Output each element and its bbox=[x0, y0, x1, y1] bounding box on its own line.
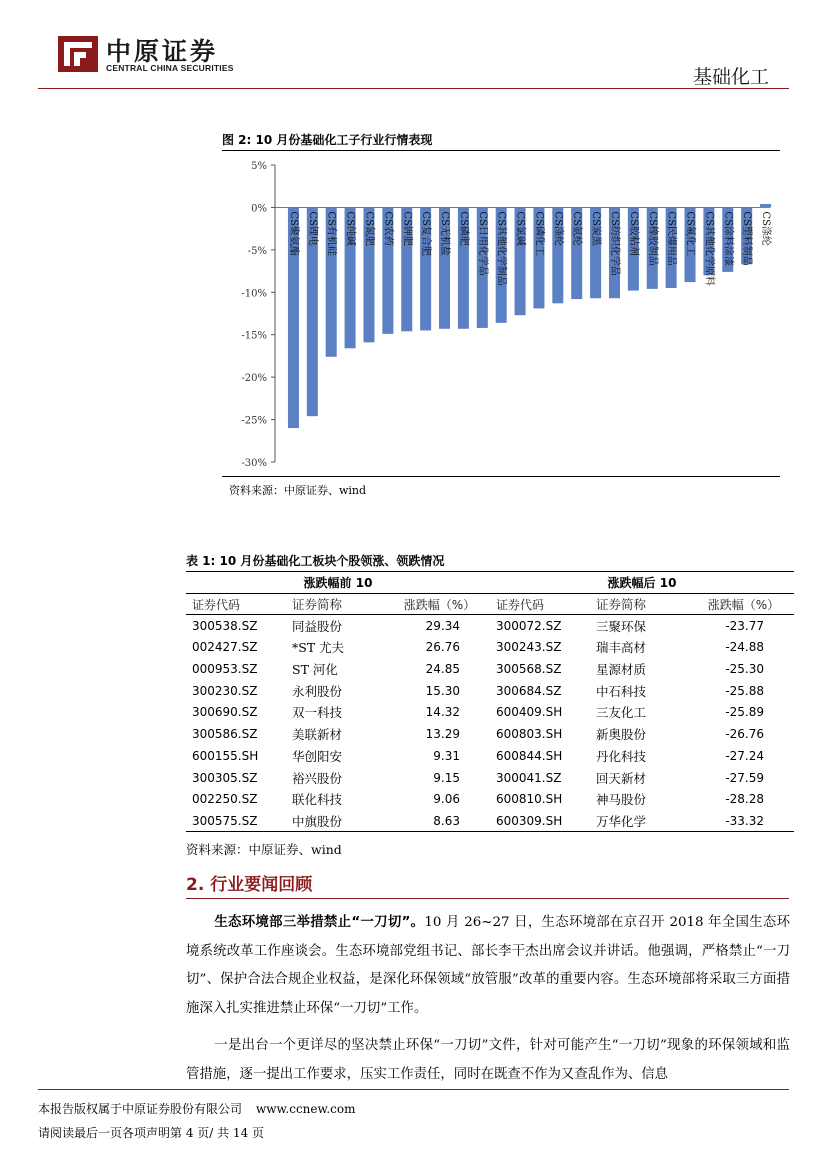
y-tick-label: 5% bbox=[251, 161, 267, 172]
table-cell: 中旗股份 bbox=[286, 810, 389, 832]
category-label: CS氨纶 bbox=[571, 211, 583, 246]
table-cell: 300072.SZ bbox=[496, 618, 562, 633]
category-label: CS涤纶 bbox=[760, 211, 772, 246]
table-cell: 9.15 bbox=[433, 770, 460, 785]
col-header: 证券代码 bbox=[490, 593, 590, 615]
table-cell: -25.88 bbox=[725, 683, 764, 698]
paragraph-1-body: 10 月 26~27 日，生态环境部在京召开 2018 年全国生态环境系统改革工作座谈会。生态环境部党组书记、部长李干杰出席会议并讲话。他强调，严格禁止“一刀切”、保护合法合规企业权益，是深化环保领域“放管服”改革的重要内容。生态环境部将采取三方面措施深入扎实推进禁止环保“一刀切”工作。 bbox=[186, 915, 790, 1016]
col-header: 证券简称 bbox=[286, 593, 389, 615]
table-cell: 丹化科技 bbox=[596, 748, 647, 764]
table-cell: 万华化学 bbox=[590, 810, 693, 832]
table-cell: 华创阳安 bbox=[292, 748, 343, 764]
company-logo bbox=[56, 32, 246, 78]
table-cell: -27.24 bbox=[725, 748, 764, 763]
paragraph-2 bbox=[186, 1032, 790, 1089]
category-label: CS其他化学制品 bbox=[495, 211, 507, 286]
y-tick-label: -30% bbox=[241, 458, 267, 469]
y-tick-label: -15% bbox=[241, 330, 267, 342]
category-label: CS有机硅 bbox=[325, 211, 337, 256]
table-cell: 15.30 bbox=[425, 683, 460, 698]
table-cell: 600803.SH bbox=[496, 727, 563, 742]
table-cell: 600844.SH bbox=[496, 748, 563, 763]
table-cell: *ST 尤夫 bbox=[292, 640, 345, 656]
table-row bbox=[186, 767, 794, 789]
subindustry-bar-chart bbox=[222, 151, 780, 475]
table-cell: 300568.SZ bbox=[496, 662, 562, 677]
chart-bar bbox=[760, 204, 771, 207]
category-label: CS炭黑 bbox=[590, 211, 602, 246]
footer-divider bbox=[38, 1089, 789, 1090]
col-header: 证券代码 bbox=[186, 593, 286, 615]
table-column-headers bbox=[186, 593, 794, 615]
y-tick-label: -25% bbox=[241, 415, 267, 427]
category-label: CS纺织化学品 bbox=[608, 211, 620, 276]
footer-copyright-line bbox=[38, 1100, 355, 1117]
table-cell: 300041.SZ bbox=[496, 770, 562, 785]
table-cell: -27.59 bbox=[725, 770, 764, 785]
table-cell: 9.31 bbox=[433, 748, 460, 763]
figure-bottom-rule bbox=[222, 476, 780, 477]
table-cell: 24.85 bbox=[425, 662, 460, 677]
table-cell: -24.88 bbox=[725, 640, 764, 655]
category-label: CS涤纶 bbox=[552, 211, 564, 246]
table-cell: 002427.SZ bbox=[192, 640, 258, 655]
table-cell: 三友化工 bbox=[596, 705, 647, 721]
table-cell: 三聚环保 bbox=[596, 618, 647, 634]
table-row bbox=[186, 745, 794, 767]
table-cell: 美联新材 bbox=[292, 727, 343, 743]
table-cell: 600309.SH bbox=[490, 810, 590, 832]
table-cell: 永利股份 bbox=[292, 683, 343, 699]
y-tick-label: -20% bbox=[241, 373, 267, 385]
table-cell: 300575.SZ bbox=[186, 810, 286, 832]
category-label: CS纯碱 bbox=[344, 211, 356, 246]
table-row bbox=[186, 723, 794, 745]
col-header: 涨跌幅（%） bbox=[693, 593, 794, 615]
header-divider bbox=[38, 88, 789, 89]
table-row bbox=[186, 702, 794, 724]
footer-page-info: 请阅读最后一页各项声明第 4 页/ 共 14 页 bbox=[38, 1126, 265, 1140]
category-label: CS磷肥 bbox=[457, 211, 469, 246]
col-header: 涨跌幅（%） bbox=[389, 593, 490, 615]
category-label: CS氯碱 bbox=[514, 211, 526, 246]
table-row bbox=[186, 615, 794, 637]
table-title: 表 1: 10 月份基础化工板块个股领涨、领跌情况 bbox=[186, 554, 445, 568]
table-cell: -33.32 bbox=[693, 810, 794, 832]
table-cell: 600409.SH bbox=[496, 705, 563, 720]
table-cell: 300684.SZ bbox=[496, 683, 562, 698]
table-cell: -25.30 bbox=[725, 662, 764, 677]
paragraph-1 bbox=[186, 909, 790, 1023]
footer-url[interactable]: www.ccnew.com bbox=[256, 1102, 356, 1116]
figure-title: 图 2: 10 月份基础化工子行业行情表现 bbox=[222, 133, 433, 147]
table-cell: 同益股份 bbox=[292, 618, 343, 634]
table-group-header bbox=[186, 572, 794, 594]
table-cell: 瑞丰高材 bbox=[596, 640, 647, 656]
table-cell: -26.76 bbox=[725, 727, 764, 742]
table-cell: 联化科技 bbox=[292, 792, 343, 808]
category-label: CS胶粘剂 bbox=[627, 211, 639, 256]
table-row bbox=[186, 680, 794, 702]
category-label: CS农药 bbox=[382, 211, 394, 246]
paragraph-1-lead: 生态环境部三举措禁止“一刀切”。 bbox=[214, 915, 425, 930]
table-cell: 300538.SZ bbox=[192, 618, 258, 633]
stock-performance-table bbox=[186, 571, 794, 832]
category-label: CS复合肥 bbox=[420, 211, 432, 256]
group-bottom10: 涨跌幅后 10 bbox=[490, 572, 794, 594]
table-row bbox=[186, 658, 794, 680]
table-row bbox=[186, 788, 794, 810]
table-cell: 回天新材 bbox=[596, 770, 647, 786]
y-tick-label: -10% bbox=[241, 288, 267, 300]
table-cell: 002250.SZ bbox=[192, 792, 258, 807]
table-cell: -28.28 bbox=[725, 792, 764, 807]
table-cell: ST 河化 bbox=[292, 662, 338, 678]
table-cell: 双一科技 bbox=[292, 705, 343, 721]
table-cell: -25.89 bbox=[725, 705, 764, 720]
table-cell: 星源材质 bbox=[596, 662, 647, 678]
table-cell: 300243.SZ bbox=[496, 640, 562, 655]
table-cell: 600155.SH bbox=[192, 748, 259, 763]
table-cell: 裕兴股份 bbox=[292, 770, 343, 786]
category-label: CS涂料涂漆 bbox=[722, 211, 734, 266]
table-cell: 300586.SZ bbox=[192, 727, 258, 742]
category-label: CS日用化学品 bbox=[476, 211, 488, 276]
logo-mark-icon bbox=[56, 32, 100, 76]
footer-copyright: 本报告版权属于中原证券股份有限公司 bbox=[38, 1102, 243, 1116]
group-top10: 涨跌幅前 10 bbox=[186, 572, 490, 594]
table-cell: 中石科技 bbox=[596, 683, 647, 699]
category-label: CS橡胶制品 bbox=[646, 211, 658, 266]
category-label: CS钾肥 bbox=[401, 211, 413, 246]
y-tick-label: 0% bbox=[251, 203, 267, 215]
table-cell: 9.06 bbox=[433, 792, 460, 807]
table-cell: 8.63 bbox=[389, 810, 490, 832]
section-divider bbox=[186, 898, 789, 899]
table-cell: 神马股份 bbox=[596, 792, 647, 808]
paragraph-2-body: 一是出台一个更详尽的坚决禁止环保“一刀切”文件，针对可能产生“一刀切”现象的环保领域和监管措施，逐一提出工作要求，压实工作责任，同时在既查不作为又查乱作为、信息 bbox=[186, 1038, 790, 1082]
y-tick-label: -5% bbox=[247, 245, 267, 257]
table-cell: 300230.SZ bbox=[192, 683, 258, 698]
table-cell: 600810.SH bbox=[496, 792, 563, 807]
table-row bbox=[186, 637, 794, 659]
section-title: 2. 行业要闻回顾 bbox=[186, 875, 313, 895]
category-label: CS聚氨酯 bbox=[287, 211, 299, 256]
category-label: CS锂电 bbox=[306, 211, 318, 246]
category-label: CS塑料制品 bbox=[741, 211, 753, 266]
table-cell: -23.77 bbox=[725, 618, 764, 633]
table-source: 资料来源：中原证券、wind bbox=[186, 842, 342, 857]
table-cell: 300305.SZ bbox=[192, 770, 258, 785]
category-label: CS无机盐 bbox=[439, 211, 451, 256]
category-label: CS民爆用品 bbox=[665, 211, 677, 266]
table-cell: 13.29 bbox=[425, 727, 460, 742]
table-cell: 26.76 bbox=[425, 640, 460, 655]
category-label: CS氮肥 bbox=[363, 211, 375, 246]
table-cell: 29.34 bbox=[425, 618, 460, 633]
logo-cn-text: 中原证券 bbox=[106, 37, 219, 66]
table-row bbox=[186, 810, 794, 832]
category-label: CS其他化学原料 bbox=[703, 211, 715, 286]
table-cell: 300690.SZ bbox=[192, 705, 258, 720]
col-header: 证券简称 bbox=[590, 593, 693, 615]
report-section-label: 基础化工 bbox=[692, 66, 769, 88]
figure-source: 资料来源：中原证券、wind bbox=[229, 484, 367, 497]
table-cell: 新奥股份 bbox=[596, 727, 647, 743]
logo-en-text: CENTRAL CHINA SECURITIES bbox=[106, 63, 234, 73]
table-cell: 000953.SZ bbox=[192, 662, 258, 677]
table-cell: 14.32 bbox=[425, 705, 460, 720]
category-label: CS氟化工 bbox=[684, 211, 696, 256]
category-label: CS磷化工 bbox=[533, 211, 545, 256]
